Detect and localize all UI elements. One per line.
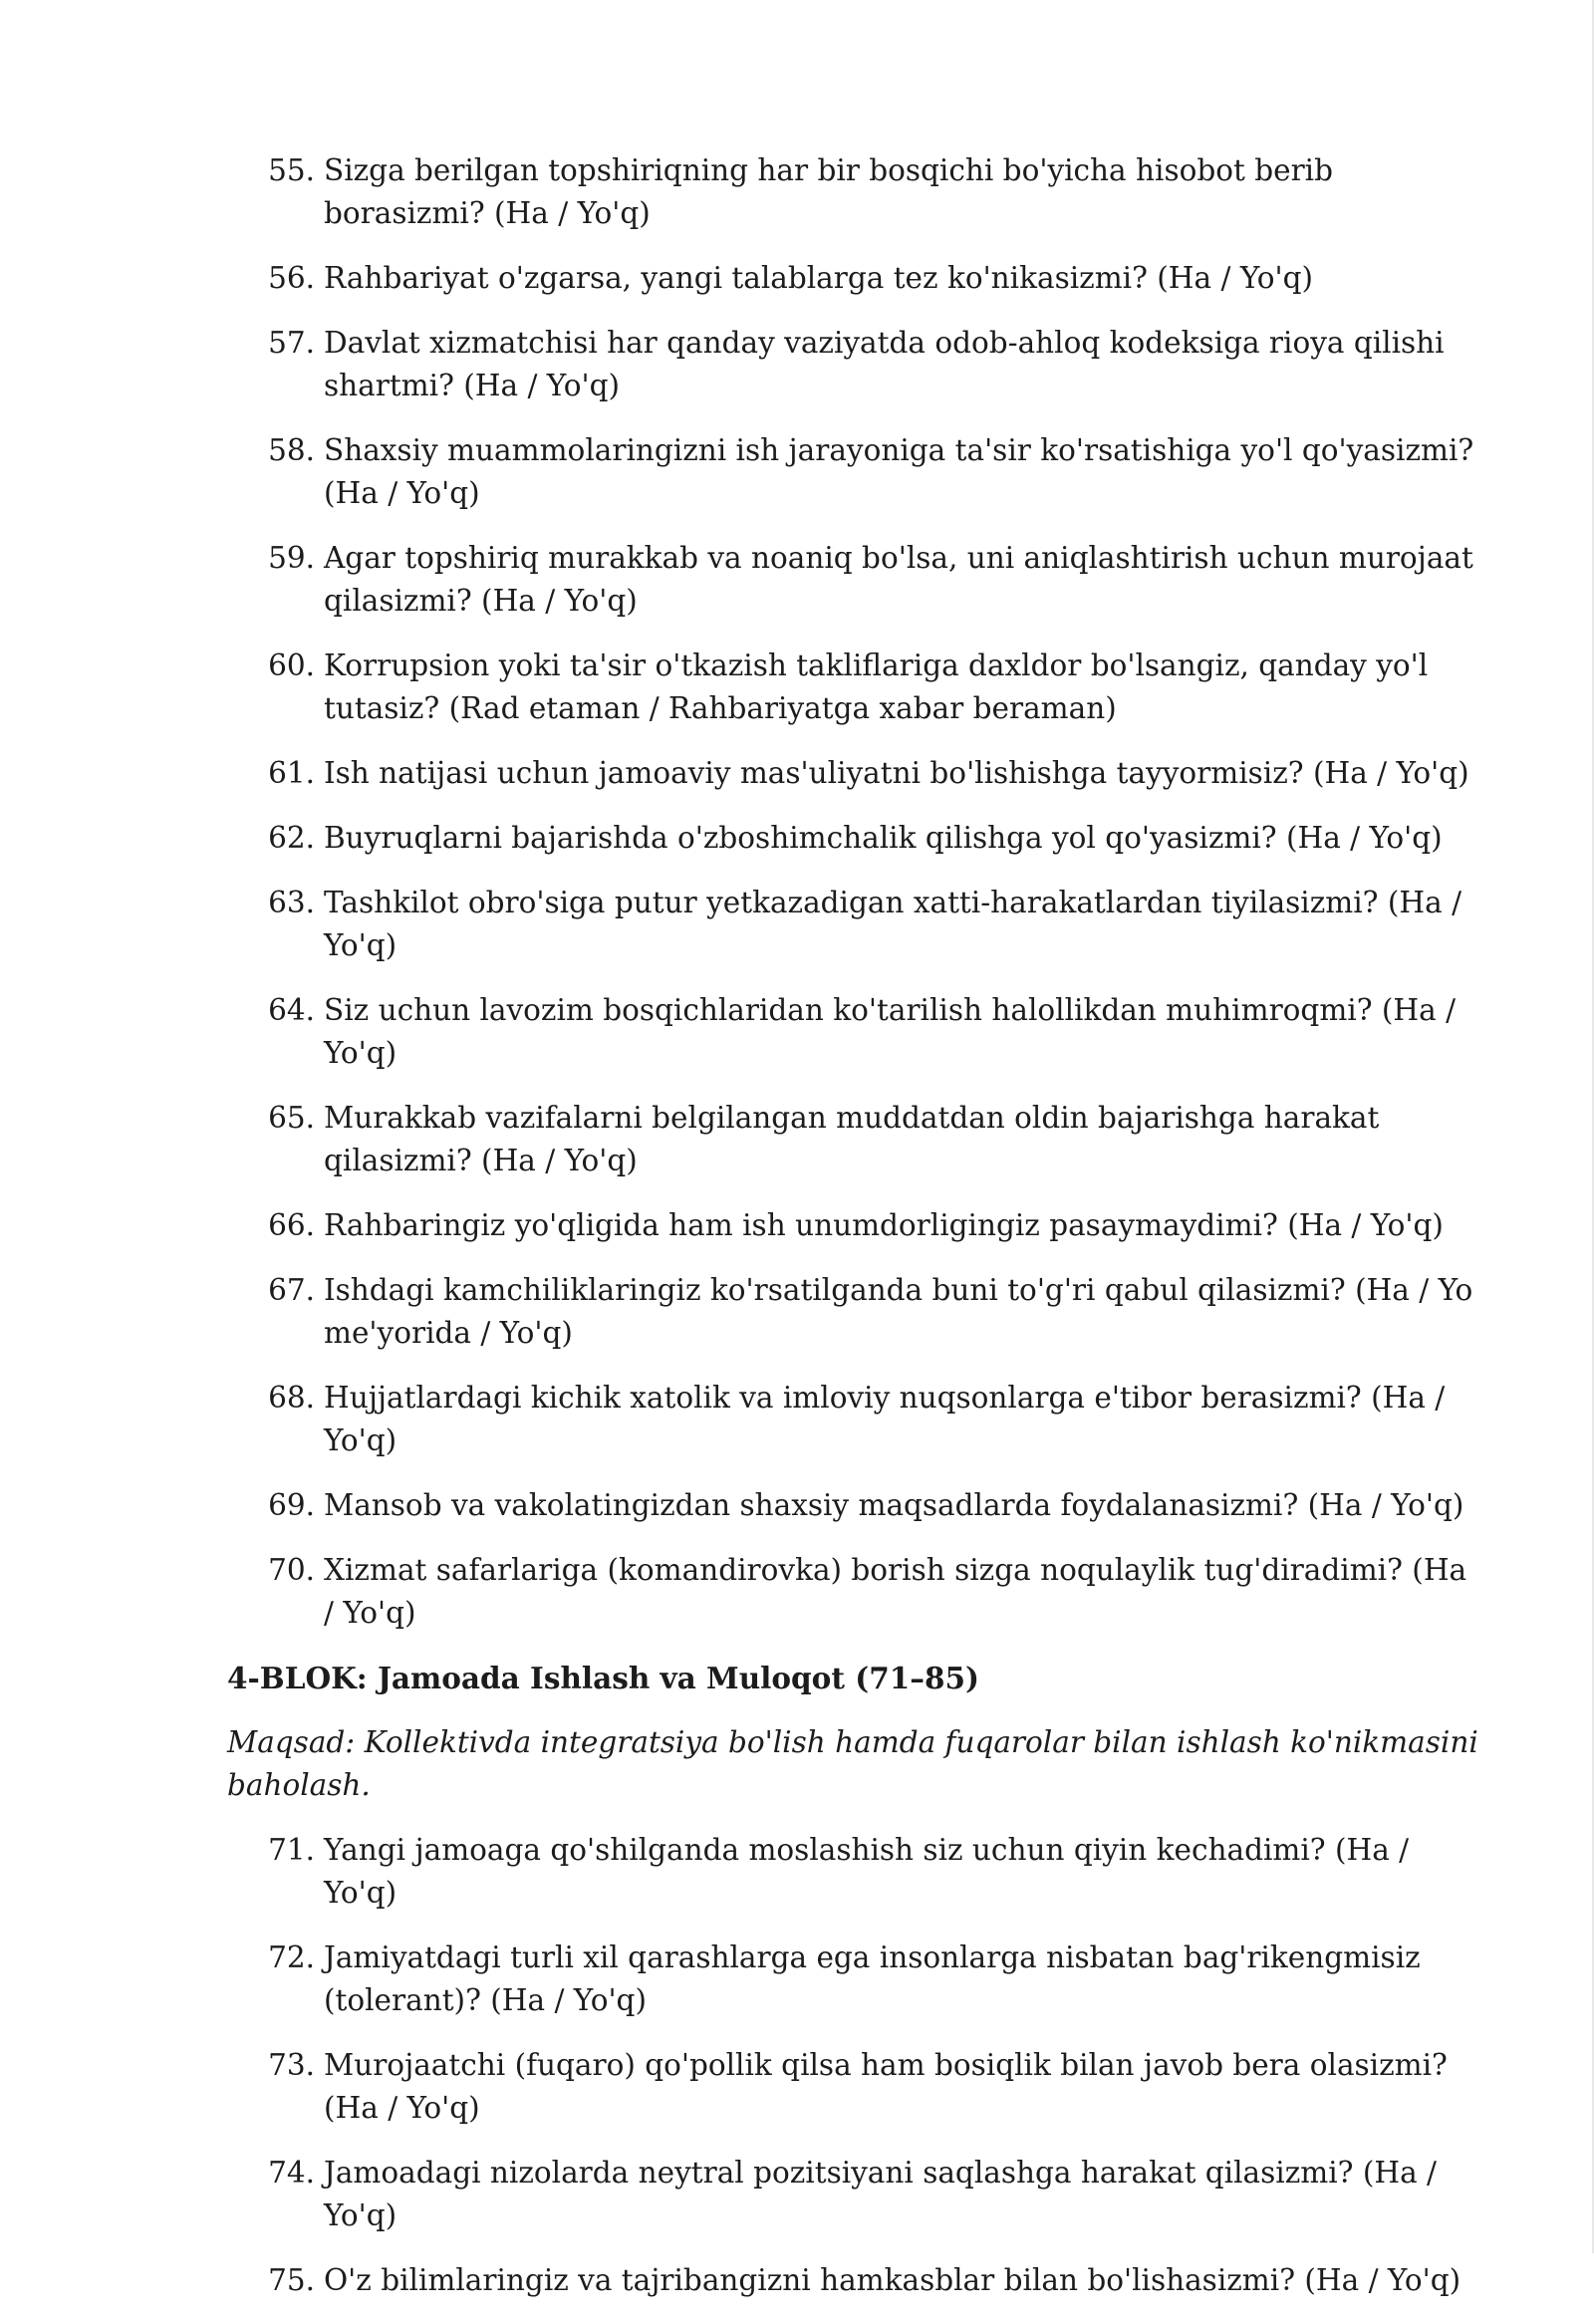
question-text: Tashkilot obro'siga putur yetkazadigan xatti-harakatlardan tiyilasizmi? (Ha / Yo'q): [324, 886, 1462, 962]
question-item: [227, 1549, 1482, 1635]
question-item: [227, 645, 1482, 730]
question-item: [227, 2152, 1482, 2237]
question-item: [227, 882, 1482, 967]
question-item: [227, 989, 1482, 1075]
question-item: [227, 1377, 1482, 1462]
question-item: [227, 1937, 1482, 2022]
question-item: [227, 1484, 1482, 1527]
question-text: Davlat xizmatchisi har qanday vaziyatda odob-ahloq kodeksiga rioya qilishi shartmi? (Ha / Yo'q): [324, 326, 1445, 402]
block-goal-text: Maqsad: Kollektivda integratsiya bo'lish hamda fuqarolar bilan ishlash ko'nikmasini baholash.: [227, 1725, 1478, 1802]
question-item: [227, 752, 1482, 795]
question-number: 59.: [268, 541, 315, 575]
question-text: Xizmat safarlariga (komandirovka) borish sizga noqulaylik tug'diradimi? (Ha / Yo'q): [324, 1553, 1467, 1630]
question-number: 57.: [268, 326, 315, 360]
question-text: Rahbariyat o'zgarsa, yangi talablarga tez ko'nikasizmi? (Ha / Yo'q): [324, 261, 1313, 295]
question-text: Ishdagi kamchiliklaringiz ko'rsatilganda buni to'g'ri qabul qilasizmi? (Ha / Yo me'yorida / Yo'q): [324, 1273, 1473, 1350]
question-number: 60.: [268, 648, 315, 682]
question-item: [227, 322, 1482, 407]
question-list-part1: [227, 149, 1482, 1635]
question-text: Yangi jamoaga qo'shilganda moslashish siz uchun qiyin kechadimi? (Ha / Yo'q): [324, 1833, 1410, 1910]
question-text: Agar topshiriq murakkab va noaniq bo'lsa, uni aniqlashtirish uchun murojaat qilasizmi? (Ha / Yo'q): [324, 541, 1473, 618]
question-text: Korrupsion yoki ta'sir o'tkazish takliflariga daxldor bo'lsangiz, qanday yo'l tutasiz? (Rad etaman / Rahbariyatga xabar beraman): [324, 648, 1429, 725]
page-content: [227, 149, 1482, 2324]
question-text: Buyruqlarni bajarishda o'zboshimchalik qilishga yol qo'yasizmi? (Ha / Yo'q): [324, 821, 1443, 855]
question-number: 58.: [268, 433, 315, 467]
question-text: Murakkab vazifalarni belgilangan muddatdan oldin bajarishga harakat qilasizmi? (Ha / Yo'q): [324, 1101, 1380, 1177]
question-text: Siz uchun lavozim bosqichlaridan ko'tarilish halollikdan muhimroqmi? (Ha / Yo'q): [324, 993, 1457, 1070]
question-number: 56.: [268, 261, 315, 295]
question-text: Jamoadagi nizolarda neytral pozitsiyani saqlashga harakat qilasizmi? (Ha / Yo'q): [324, 2156, 1437, 2232]
question-item: [227, 817, 1482, 860]
question-number: 55.: [268, 153, 315, 187]
question-text: Mansob va vakolatingizdan shaxsiy maqsadlarda foydalanasizmi? (Ha / Yo'q): [324, 1488, 1464, 1522]
question-number: 67.: [268, 1273, 315, 1307]
question-item: [227, 1829, 1482, 1915]
question-item: [227, 1204, 1482, 1247]
question-item: [227, 257, 1482, 300]
question-item: [227, 2044, 1482, 2130]
question-number: 72.: [268, 1940, 315, 1974]
question-text: Shaxsiy muammolaringizni ish jarayoniga ta'sir ko'rsatishiga yo'l qo'yasizmi? (Ha / Yo'q): [324, 433, 1474, 510]
question-number: 70.: [268, 1553, 315, 1587]
question-text: Hujjatlardagi kichik xatolik va imloviy nuqsonlarga e'tibor berasizmi? (Ha / Yo'q): [324, 1381, 1446, 1457]
question-number: 73.: [268, 2048, 315, 2082]
question-number: 65.: [268, 1101, 315, 1135]
question-text: Sizga berilgan topshiriqning har bir bosqichi bo'yicha hisobot berib borasizmi? (Ha / Yo'q): [324, 153, 1333, 230]
question-text: Jamiyatdagi turli xil qarashlarga ega insonlarga nisbatan bag'rikengmisiz (tolerant)? (Ha / Yo'q): [324, 1940, 1421, 2017]
question-text: Rahbaringiz yo'qligida ham ish unumdorligingiz pasaymaydimi? (Ha / Yo'q): [324, 1208, 1444, 1242]
question-item: [227, 429, 1482, 515]
question-number: 71.: [268, 1833, 315, 1867]
question-text: Ish natijasi uchun jamoaviy mas'uliyatni bo'lishishga tayyormisiz? (Ha / Yo'q): [324, 756, 1469, 790]
question-number: 64.: [268, 993, 315, 1027]
question-number: 74.: [268, 2156, 315, 2190]
question-number: 68.: [268, 1381, 315, 1415]
question-number: 63.: [268, 886, 315, 919]
question-text: Murojaatchi (fuqaro) qo'pollik qilsa ham bosiqlik bilan javob bera olasizmi? (Ha / Yo'q): [324, 2048, 1448, 2125]
question-item: [227, 1269, 1482, 1355]
question-text: O'z bilimlaringiz va tajribangizni hamkasblar bilan bo'lishasizmi? (Ha / Yo'q): [324, 2263, 1461, 2297]
question-number: 66.: [268, 1208, 315, 1242]
question-number: 61.: [268, 756, 315, 790]
question-number: 62.: [268, 821, 315, 855]
question-number: 75.: [268, 2263, 315, 2297]
question-list-part2: [227, 1829, 1482, 2302]
block-heading: 4-BLOK: Jamoada Ishlash va Muloqot (71–85): [227, 1661, 980, 1695]
question-item: [227, 149, 1482, 235]
question-item: [227, 1097, 1482, 1182]
question-item: [227, 537, 1482, 623]
question-number: 69.: [268, 1488, 315, 1522]
question-item: [227, 2259, 1482, 2302]
